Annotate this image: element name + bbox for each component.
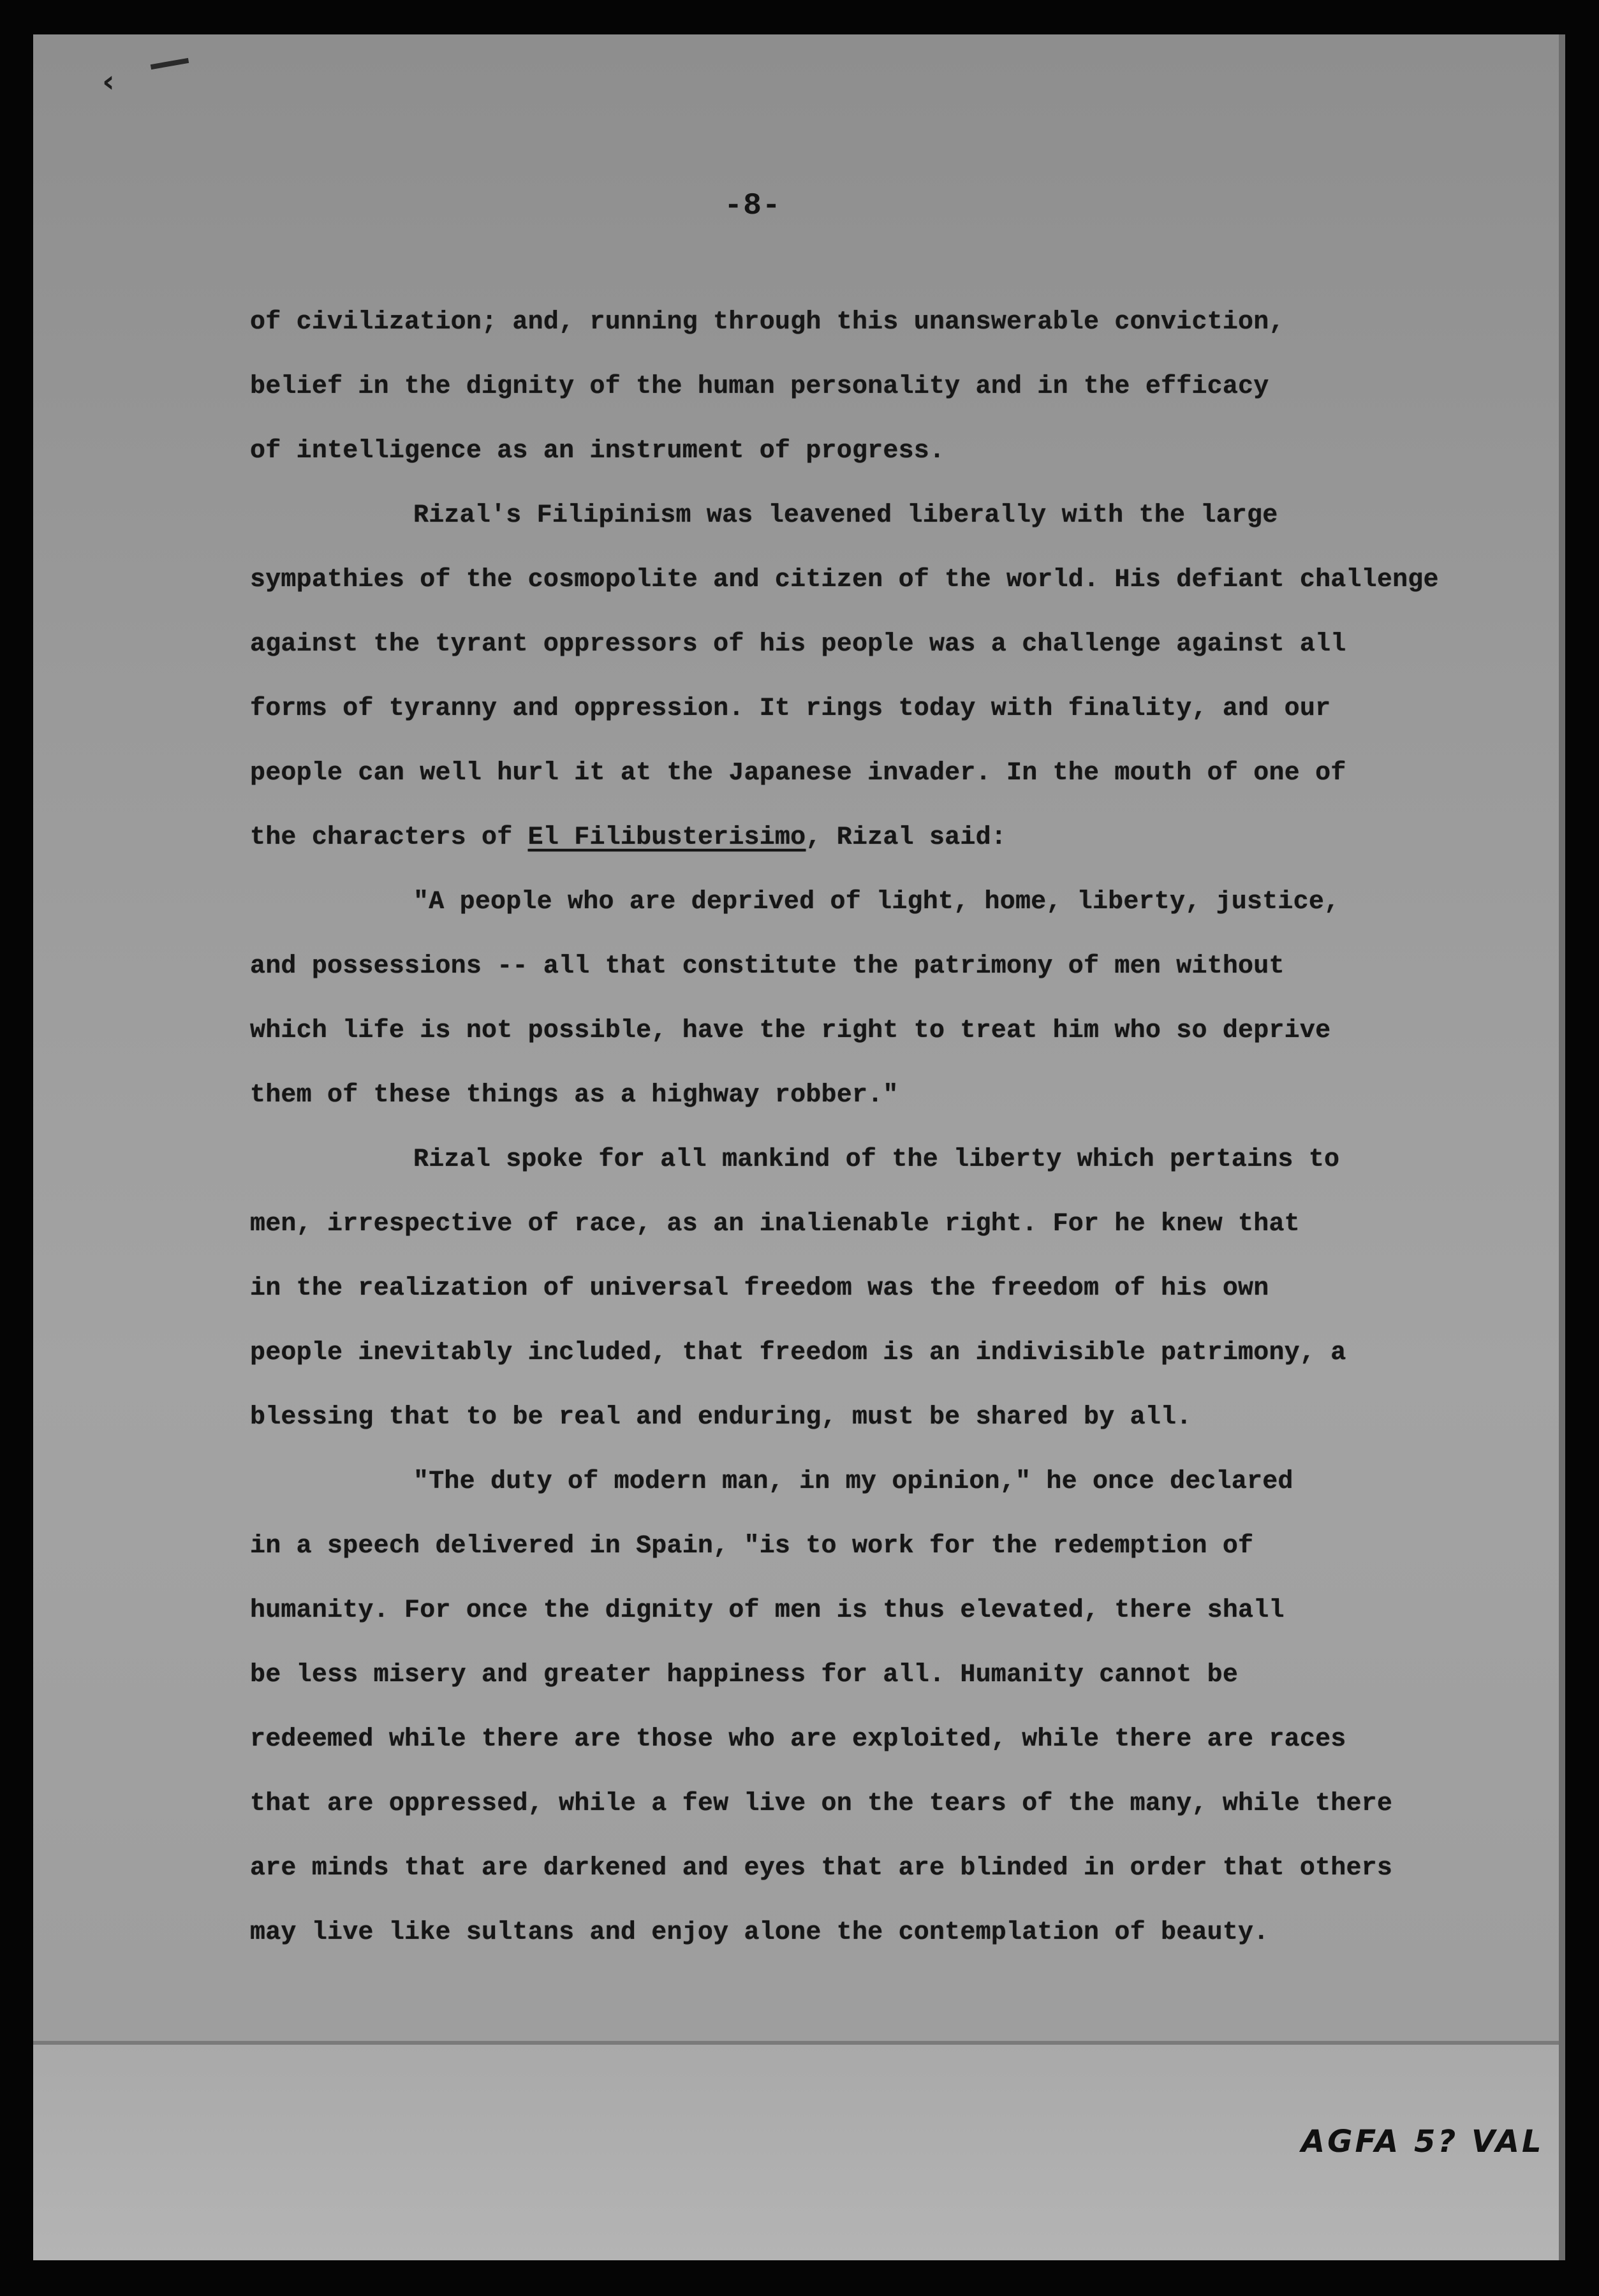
text-line: Rizal's Filipinism was leavened liberally with the large [413, 501, 1278, 530]
text-line: that are oppressed, while a few live on the tears of the many, while there [250, 1790, 1393, 1818]
text-line: be less misery and greater happiness for all. Humanity cannot be [250, 1661, 1239, 1689]
page-edge-line [33, 2041, 1565, 2045]
text-line: people inevitably included, that freedom is an indivisible patrimony, a [250, 1339, 1346, 1367]
text-fragment: , Rizal said: [806, 823, 1006, 852]
text-line: which life is not possible, have the right to treat him who so deprive [250, 1017, 1331, 1045]
text-line: of intelligence as an instrument of progress. [250, 437, 945, 466]
book-title: El Filibusterisimo [527, 823, 806, 852]
text-line: redeemed while there are those who are exploited, while there are races [250, 1725, 1346, 1754]
page-right-edge [1559, 34, 1565, 2260]
text-line: them of these things as a highway robber." [250, 1081, 899, 1110]
text-line: sympathies of the cosmopolite and citizen of the world. His defiant challenge [250, 566, 1439, 594]
film-stamp: AGFA 5? VAL [1301, 2124, 1544, 2160]
text-line: are minds that are darkened and eyes that are blinded in order that others [250, 1854, 1393, 1883]
corner-mark: ‹ [102, 64, 115, 99]
text-line: in a speech delivered in Spain, "is to work for the redemption of [250, 1532, 1254, 1561]
page-number: -8- [724, 189, 781, 223]
text-line: blessing that to be real and enduring, must be shared by all. [250, 1403, 1192, 1432]
text-line: humanity. For once the dignity of men is thus elevated, there shall [250, 1596, 1285, 1625]
text-line: forms of tyranny and oppression. It rings today with finality, and our [250, 695, 1331, 723]
text-line: against the tyrant oppressors of his people was a challenge against all [250, 630, 1346, 659]
text-line: of civilization; and, running through this unanswerable conviction, [250, 308, 1285, 337]
text-line: may live like sultans and enjoy alone the contemplation of beauty. [250, 1918, 1269, 1947]
text-line: people can well hurl it at the Japanese invader. In the mouth of one of [250, 759, 1346, 788]
text-line: Rizal spoke for all mankind of the liberty which pertains to [413, 1145, 1340, 1174]
text-line: "A people who are deprived of light, home, liberty, justice, [413, 888, 1340, 916]
text-line [250, 821, 1006, 855]
text-line: in the realization of universal freedom was the freedom of his own [250, 1274, 1269, 1303]
text-line: belief in the dignity of the human personality and in the efficacy [250, 372, 1269, 401]
text-line: "The duty of modern man, in my opinion," he once declared [413, 1468, 1293, 1496]
text-line: men, irrespective of race, as an inalienable right. For he knew that [250, 1210, 1300, 1239]
text-fragment: the characters of [250, 823, 528, 852]
text-line: and possessions -- all that constitute the patrimony of men without [250, 952, 1285, 981]
